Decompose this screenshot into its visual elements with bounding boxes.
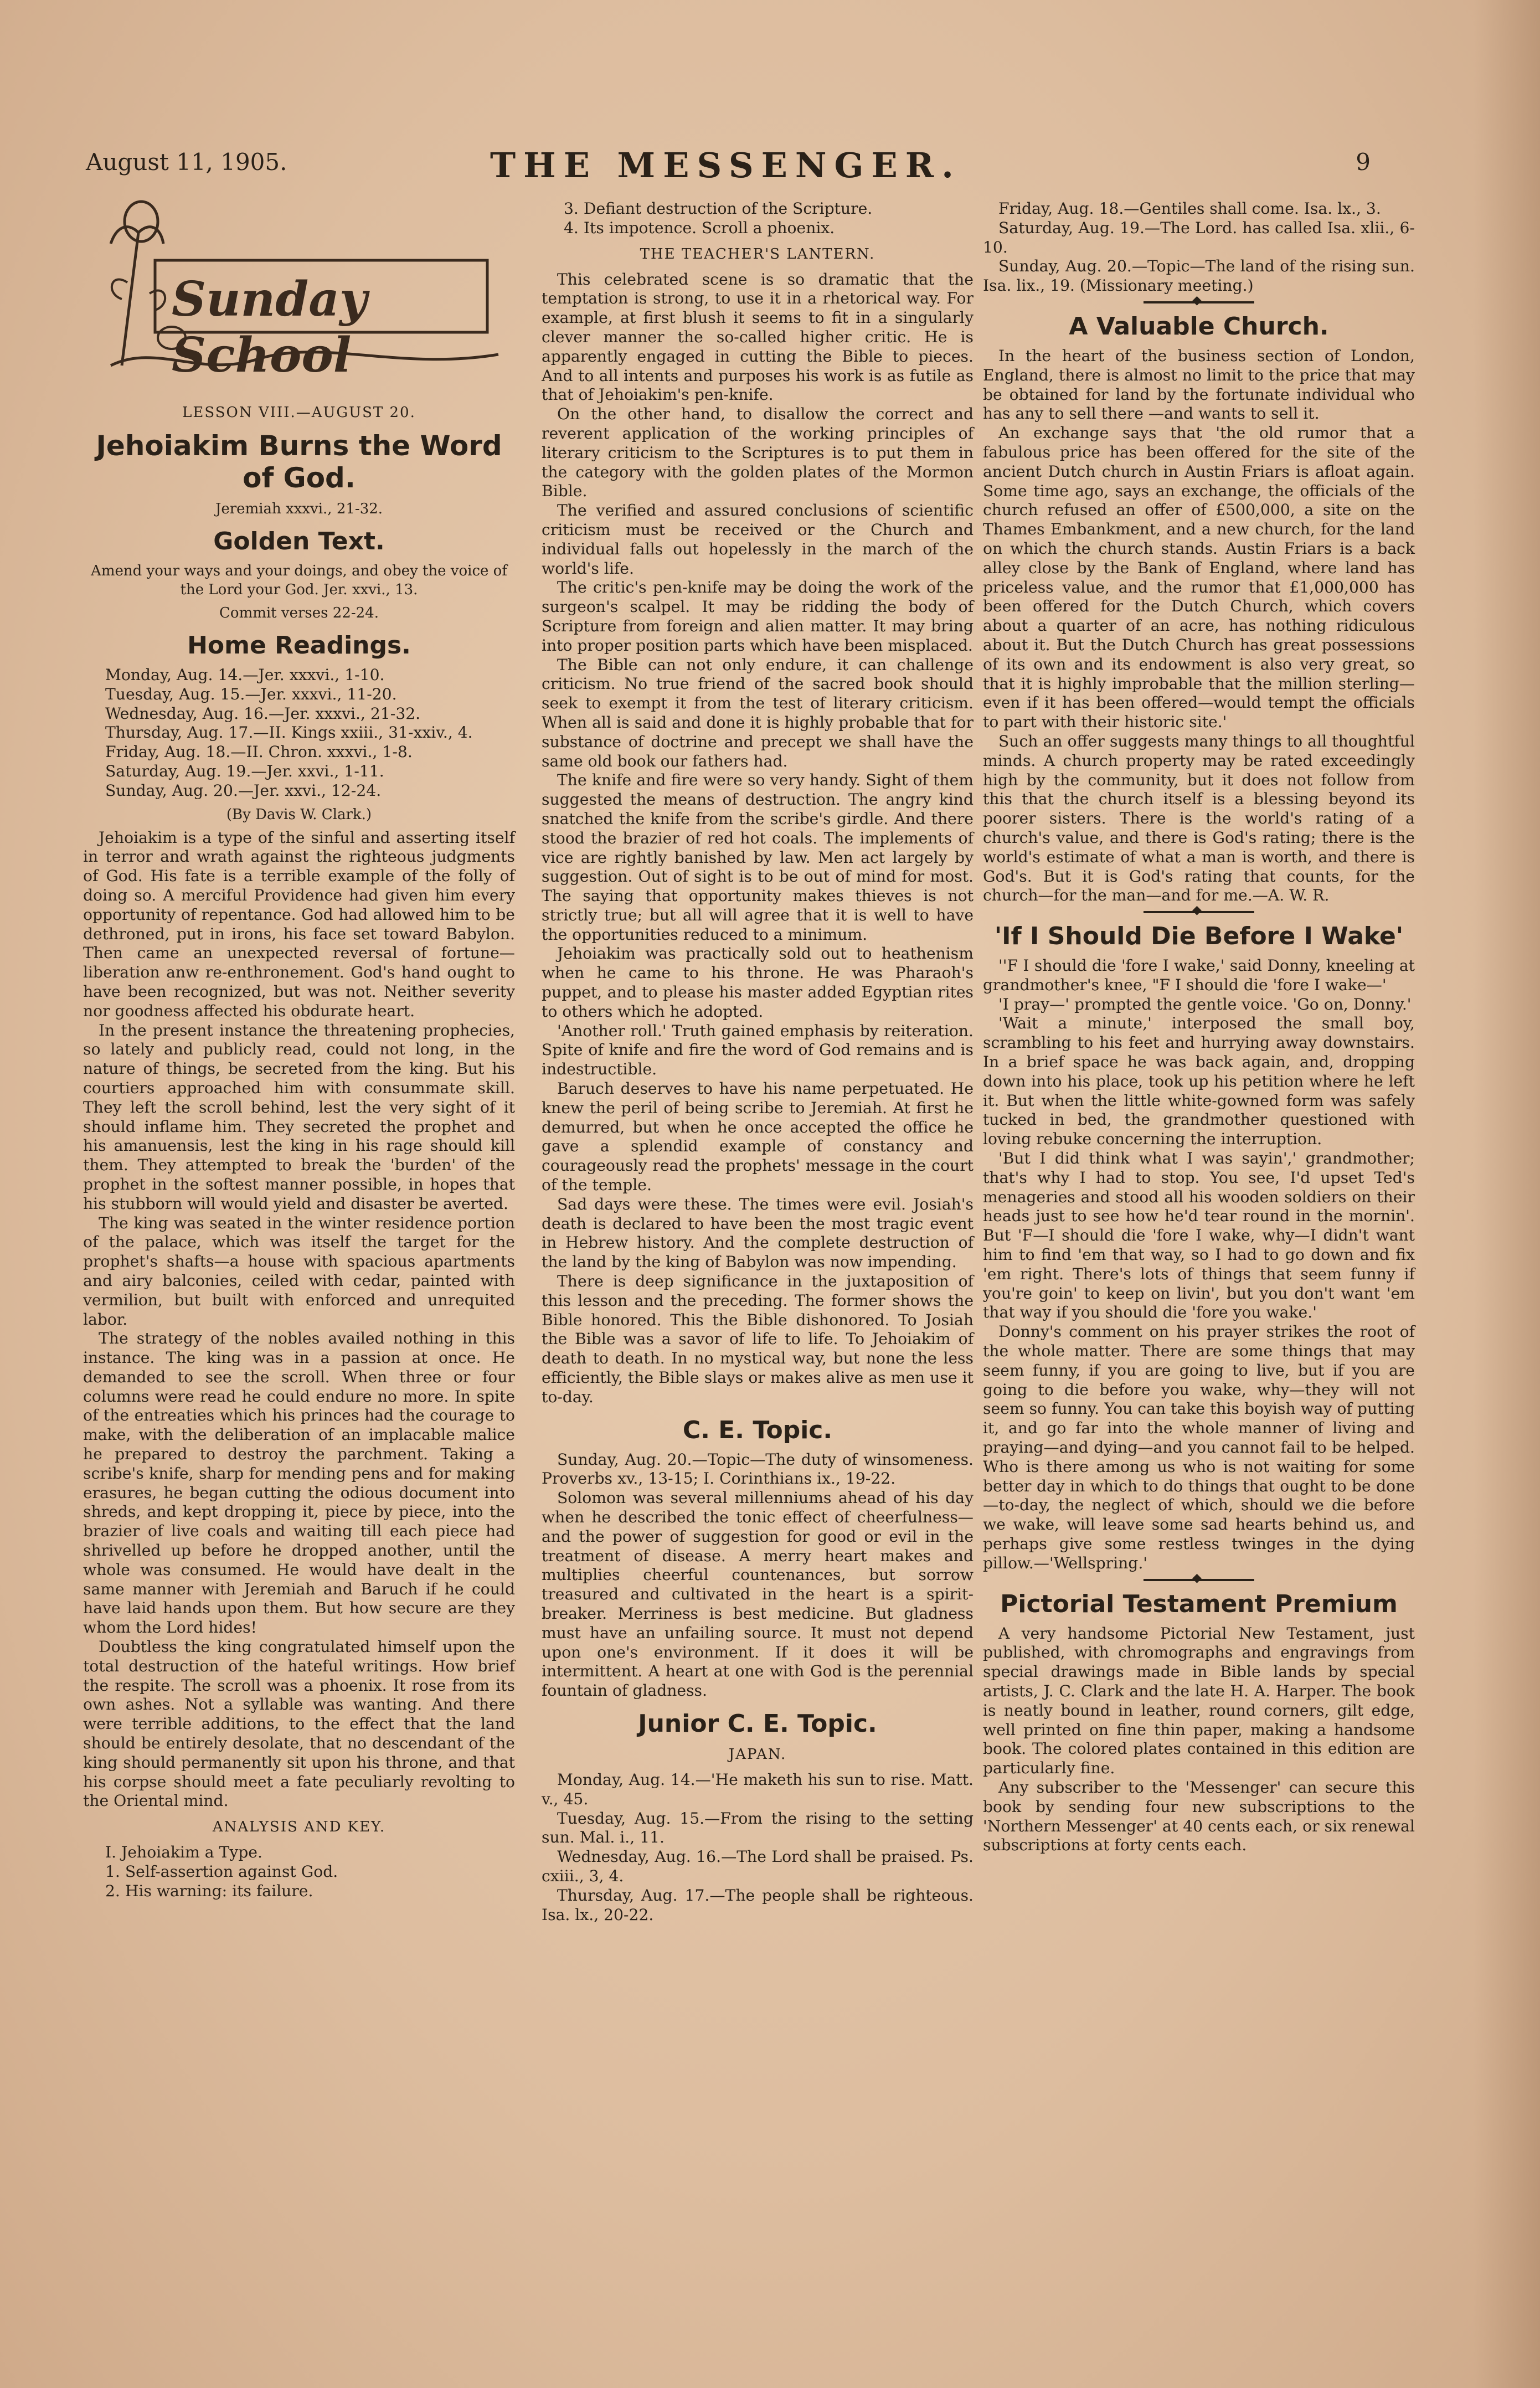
- paragraph: Such an offer suggests many things to all thoughtful minds. A church property may be rated exceedingly high by the community, but it does not follow from this that the church itself is a blessing beyond its poorer sisters. There is the world's rating of a church's value, and there is God's rating; there is the world's estimate of what a man is worth, and there is God's. But it is God's rating that counts, for the church—for the man—and for me.—A. W. R.: [983, 732, 1415, 905]
- list-item: Thursday, Aug. 17.—II. Kings xxiii., 31-xxiv., 4.: [105, 723, 473, 742]
- paragraph: Baruch deserves to have his name perpetuated. He knew the peril of being scribe to Jeremiah. At first he demurred, but when he once accepted the office he gave a splendid example of constancy and courageously read the prophets' message in the court of the temple.: [542, 1079, 974, 1195]
- paragraph: Sunday, Aug. 20.—Topic—The land of the rising sun. Isa. lix., 19. (Missionary meeting.): [983, 257, 1415, 295]
- issue-date: August 11, 1905.: [86, 148, 287, 176]
- paragraph: 'Wait a minute,' interposed the small boy, scrambling to his feet and hurrying away downstairs. In a brief space he was back again, and, dropping down into his place, took up his petition where he left it. But when the little white-gowned form was safely tucked in bed, the grandmother questioned with loving rebuke concerning the interruption.: [983, 1014, 1415, 1149]
- section-divider: [1144, 1579, 1254, 1581]
- paragraph: The critic's pen-knife may be doing the work of the surgeon's scalpel. It may be ridding the body of Scripture from foreign and alien matter. It may bring into proper position parts which have been misplaced.: [542, 578, 974, 655]
- paragraph: The king was seated in the winter residence portion of the palace, which was itself the target for the prophet's shafts—a house with spacious apartments and airy balconies, ceiled with cedar, painted with vermilion, but built with enforced and unrequited labor.: [83, 1213, 515, 1329]
- paragraph: Sad days were these. The times were evil. Josiah's death is declared to have been the most tragic event in Hebrew history. And the complete destruction of the land by the king of Babylon was now impending.: [542, 1195, 974, 1272]
- analysis-list: [83, 1843, 515, 1901]
- paragraph: The knife and fire were so very handy. Sight of them suggested the means of destruction. The angry kind snatched the knife from the scribe's girdle. And there stood the brazier of red hot coals. The implements of vice are rightly banished by law. Men act largely by suggestion. Out of sight is to be out of mind for most. The saying that opportunity makes thieves is not strictly true; but all will agree that it is well to have the opportunities reduced to a minimum.: [542, 771, 974, 944]
- home-readings-list: [83, 666, 515, 801]
- paragraph: In the present instance the threatening prophecies, so lately and publicly read, could not long, in the nature of things, be secreted from the king. But his courtiers approached him with consummate skill. They left the scroll behind, lest the very sight of it should inflame him. They secreted the prophet and his amanuensis, lest the king in his rage should kill them. They attempted to break the 'burden' of the prophet in the softest manner possible, in hopes that his stubborn will would yield and disaster be averted.: [83, 1021, 515, 1213]
- paragraph: The verified and assured conclusions of scientific criticism must be received or the Church and individual falls out hopelessly in the march of the world's life.: [542, 501, 974, 578]
- paragraph: Tuesday, Aug. 15.—From the rising to the setting sun. Mal. i., 11.: [542, 1809, 974, 1847]
- paragraph: ''F I should die 'fore I wake,' said Donny, kneeling at grandmother's knee, "F I should die 'fore I wake—': [983, 956, 1415, 994]
- paragraph: Solomon was several millenniums ahead of his day when he described the tonic effect of cheerfulness—and the power of suggestion for good or evil in the treatment of disease. A merry heart makes and multiplies cheerful countenances, but sorrow treasured and cultivated in the heart is a spirit-breaker. Merriness is best medicine. But gladness must have an unfailing source. It must not depend upon one's environment. If it does it will be intermittent. A heart at one with God is the perennial fountain of gladness.: [542, 1489, 974, 1700]
- paragraph: Jehoiakim is a type of the sinful and asserting itself in terror and wrath against the righteous judgments of God. His fate is a terrible example of the folly of doing so. A merciful Providence had given him every opportunity of repentance. God had allowed him to be dethroned, put in irons, his face set toward Babylon. Then came an unexpected reversal of fortune—liberation anw re-enthronement. God's hand ought to have been recognized, but was not. Neither severity nor goodness affected his obdurate heart.: [83, 828, 515, 1020]
- die-before-wake-heading: 'If I Should Die Before I Wake': [994, 922, 1404, 951]
- paragraph: Saturday, Aug. 19.—The Lord. has called Isa. xlii., 6-10.: [983, 218, 1415, 256]
- list-item: I. Jehoiakim a Type.: [105, 1843, 262, 1862]
- paragraph: 'Another roll.' Truth gained emphasis by reiteration. Spite of knife and fire the word of God remains and is indestructible.: [542, 1021, 974, 1079]
- lesson-title: Jehoiakim Burns the Word of God.: [96, 430, 502, 494]
- paragraph: Doubtless the king congratulated himself upon the total destruction of the hateful writings. How brief the respite. The scroll was a phoenix. It rose from its own ashes. Not a syllable was wanting. And there were terrible additions, to the effect that the land should be entirely desolate, that no descendant of the king should permanently sit upon his throne, and that his corpse should meet a fate peculiarly revolting to the Oriental mind.: [83, 1638, 515, 1810]
- junior-ce-heading: Junior C. E. Topic.: [638, 1709, 877, 1738]
- list-item: 4. Its impotence. Scroll a phoenix.: [564, 218, 835, 237]
- paragraph: In the heart of the business section of London, England, there is almost no limit to the price that may be obtained for land by the fortunate individual who has any to sell there —and wants to sell it.: [983, 346, 1415, 423]
- golden-text-heading: Golden Text.: [213, 527, 385, 555]
- list-item: 3. Defiant destruction of the Scripture.: [564, 199, 873, 218]
- newspaper-title: THE MESSENGER.: [490, 145, 961, 186]
- list-item: 1. Self-assertion against God.: [105, 1862, 338, 1881]
- paragraph: On the other hand, to disallow the correct and reverent application of the working principles of literary criticism to the Scriptures is to put them in the category with the golden plates of the Mormon Bible.: [542, 405, 974, 501]
- section-divider: [1144, 301, 1254, 303]
- list-item: Tuesday, Aug. 15.—Jer. xxxvi., 11-20.: [105, 685, 397, 703]
- analysis-heading: ANALYSIS AND KEY.: [212, 1819, 386, 1836]
- column-middle: [542, 199, 974, 1924]
- list-item: Friday, Aug. 18.—II. Chron. xxxvi., 1-8.: [105, 743, 413, 761]
- section-divider: [1144, 911, 1254, 913]
- paragraph: A very handsome Pictorial New Testament, just published, with chromographs and engravings from special drawings made in Bible lands by special artists, J. C. Clark and the late H. A. Harper. The book is neatly bound in leather, round corners, gilt edge, well printed on fine thin paper, making a handsome book. The colored plates contained in this edition are particularly fine.: [983, 1624, 1415, 1778]
- analysis-list-continued: [542, 199, 974, 238]
- byline: (By Davis W. Clark.): [226, 806, 372, 823]
- ce-topic-heading: C. E. Topic.: [682, 1416, 833, 1444]
- list-item: Wednesday, Aug. 16.—Jer. xxxvi., 21-32.: [105, 704, 421, 723]
- valuable-church-heading: A Valuable Church.: [1069, 312, 1329, 341]
- paragraph: Monday, Aug. 14.—'He maketh his sun to rise. Matt. v., 45.: [542, 1770, 974, 1808]
- paragraph: Sunday, Aug. 20.—Topic—The duty of winsomeness. Proverbs xv., 13-15; I. Corinthians ix., 19-22.: [542, 1450, 974, 1488]
- golden-text: Amend your ways and your doings, and obey the voice of the Lord your God. Jer. xxvi., 13.: [91, 563, 507, 598]
- paragraph: Any subscriber to the 'Messenger' can secure this book by sending four new subscriptions to the 'Northern Messenger' at 40 cents each, or six renewal subscriptions at forty cents each.: [983, 1778, 1415, 1855]
- masthead: [86, 145, 1371, 189]
- page-number: 9: [1356, 148, 1371, 176]
- column-left: [83, 199, 515, 1901]
- list-item: 2. His warning: its failure.: [105, 1881, 313, 1900]
- paragraph: 'I pray—' prompted the gentle voice. 'Go on, Donny.': [998, 995, 1412, 1013]
- paragraph: There is deep significance in the juxtaposition of this lesson and the preceding. The former shows the Bible honored. This the Bible dishonored. To Josiah the Bible was a savor of life to life. To Jehoiakim of death to death. In no mystical way, but none the less efficiently, the Bible slays or makes alive as men use it to-day.: [542, 1272, 974, 1406]
- paragraph: The Bible can not only endure, it can challenge criticism. No true friend of the sacred book should seek to exempt it from the test of literary criticism. When all is said and done it is highly probable that for substance of doctrine and precept we shall have the same old book our fathers had.: [542, 655, 974, 770]
- commit-verses: Commit verses 22-24.: [219, 605, 379, 621]
- paragraph: The strategy of the nobles availed nothing in this instance. The king was in a passion at once. He demanded to see the scroll. When three or four columns were read he could endure no more. In spite of the entreaties which his princes had the courage to make, with the deliberation of an implacable malice he prepared to destroy the parchment. Taking a scribe's knife, sharp for mending pens and for making erasures, he began cutting the odious document into shreds, and kept dropping it, piece by piece, into the brazier of live coals and waiting till each piece had shrivelled up before he dropped another, until the whole was consumed. He would have dealt in the same manner with Jeremiah and Baruch if he could have laid hands upon them. But how secure are they whom the Lord hides!: [83, 1329, 515, 1637]
- page-edge-shadow: [1474, 0, 1540, 2388]
- list-item: Saturday, Aug. 19.—Jer. xxvi., 1-11.: [105, 761, 384, 780]
- junior-ce-subject: JAPAN.: [728, 1746, 787, 1763]
- paragraph: Thursday, Aug. 17.—The people shall be righteous. Isa. lx., 20-22.: [542, 1886, 974, 1924]
- logo-text: Sunday School: [172, 271, 367, 383]
- paragraph: Donny's comment on his prayer strikes the root of the whole matter. There are some things that may seem funny, if you are going to live, but if you are going to die before you wake, why—they will not seem so funny. You can take this boyish way of putting it, and go far into the whole manner of living and praying—and dying—and you cannot fail to be helped. Who is there among us who is not waiting for some better day in which to do things that ought to be done—to-day, the neglect of which, should we die before we wake, will leave some sad hearts behind us, and perhaps give some restless twinges in the dying pillow.—'Wellspring.': [983, 1322, 1415, 1572]
- teachers-lantern-heading: THE TEACHER'S LANTERN.: [640, 245, 875, 263]
- list-item: Monday, Aug. 14.—Jer. xxxvi., 1-10.: [105, 666, 385, 684]
- paragraph: Friday, Aug. 18.—Gentiles shall come. Isa. lx., 3.: [998, 199, 1381, 218]
- paragraph: An exchange says that 'the old rumor that a fabulous price has been offered for the site of the ancient Dutch church in Austin Friars is afloat again. Some time ago, says an exchange, the officials of the church refused an offer of £500,000, a site on the Thames Embankment, and a new church, for the land on which the church stands. Austin Friars is a back alley close by the Bank of England, where land has priceless value, and the rumor that £1,000,000 has been offered for the Dutch Church, which covers about a quarter of an acre, has nothing ridiculous about it. But the Dutch Church has great possessions of its own and its endowment is also very great, so that it is highly improbable that the million sterling—even if it has been offered—would tempt the officials to part with their historic site.': [983, 424, 1415, 732]
- home-readings-heading: Home Readings.: [187, 631, 411, 660]
- paragraph: This celebrated scene is so dramatic that the temptation is strong, to use it in a rhetorical way. For example, at first blush it seems to fit in a singularly clever manner the so-called higher critic. He is apparently engaged in cutting the Bible to pieces. And to all intents and purposes his work is as futile as that of Jehoiakim's pen-knife.: [542, 270, 974, 404]
- sunday-school-logo: [89, 199, 509, 388]
- column-right: [983, 199, 1415, 1855]
- paragraph: Jehoiakim was practically sold out to heathenism when he came to his throne. He was Pharaoh's puppet, and to please his master added Egyptian rites to others which he adopted.: [542, 944, 974, 1021]
- scripture-ref: Jeremiah xxxvi., 21-32.: [215, 501, 383, 517]
- paragraph: Wednesday, Aug. 16.—The Lord shall be praised. Ps. cxiii., 3, 4.: [542, 1847, 974, 1885]
- lesson-number: LESSON VIII.—AUGUST 20.: [182, 404, 416, 421]
- paragraph: 'But I did think what I was sayin',' grandmother; that's why I had to stop. You see, I'd upset Ted's menageries and stood all his wooden soldiers on their heads just to see how he'd tear round in the mornin'. But 'F—I should die 'fore I wake, why—I didn't want him to find 'em that way, so I had to go down and fix 'em right. There's lots of things that seem funny if you're goin' to keep on livin', but you don't want 'em that way if you should die 'fore you wake.': [983, 1149, 1415, 1322]
- list-item: Sunday, Aug. 20.—Jer. xxvi., 12-24.: [105, 781, 382, 800]
- testament-premium-heading: Pictorial Testament Premium: [1000, 1589, 1398, 1618]
